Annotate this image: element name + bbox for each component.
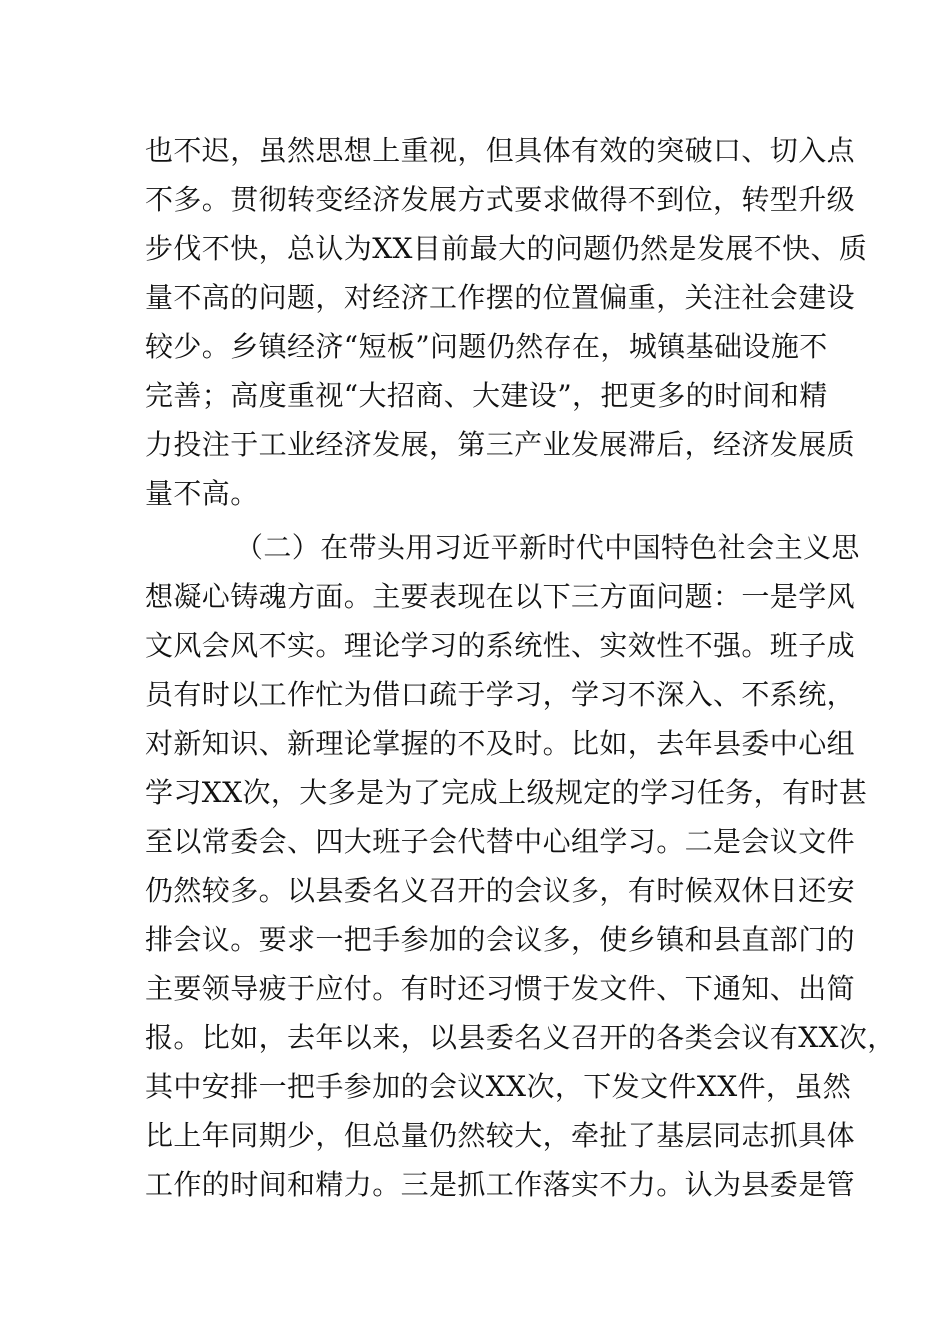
text-line: 主要领导疲于应付。有时还习惯于发文件、下通知、出简 — [145, 972, 856, 1005]
text-line: 学习XX次，大多是为了完成上级规定的学习任务，有时甚 — [145, 776, 868, 809]
text-line: 步伐不快，总认为XX目前最大的问题仍然是发展不快、质 — [145, 232, 868, 265]
text-line: 工作的时间和精力。三是抓工作落实不力。认为县委是管 — [145, 1168, 856, 1201]
text-line: 也不迟，虽然思想上重视，但具体有效的突破口、切入点 — [145, 134, 856, 167]
text-line: 报。比如，去年以来，以县委名义召开的各类会议有XX次， — [145, 1021, 896, 1054]
text-line: 对新知识、新理论掌握的不及时。比如，去年县委中心组 — [145, 727, 856, 760]
text-line: 完善；高度重视“大招商、大建设”，把更多的时间和精 — [145, 379, 828, 412]
text-line: 想凝心铸魂方面。主要表现在以下三方面问题：一是学风 — [145, 580, 856, 613]
text-line: 比上年同期少，但总量仍然较大，牵扯了基层同志抓具体 — [145, 1119, 856, 1152]
text-line: 力投注于工业经济发展，第三产业发展滞后，经济发展质 — [145, 428, 856, 461]
text-line: 排会议。要求一把手参加的会议多，使乡镇和县直部门的 — [145, 923, 856, 956]
text-line: 员有时以工作忙为借口疏于学习，学习不深入、不系统， — [145, 678, 856, 711]
text-line: 较少。乡镇经济“短板”问题仍然存在，城镇基础设施不 — [145, 330, 828, 363]
text-line: 其中安排一把手参加的会议XX次，下发文件XX件，虽然 — [145, 1070, 852, 1103]
text-line: 量不高的问题，对经济工作摆的位置偏重，关注社会建设 — [145, 281, 856, 314]
text-line: 量不高。 — [145, 477, 259, 510]
section-heading-line: （二）在带头用习近平新时代中国特色社会主义思 — [235, 531, 860, 564]
text-line: 仍然较多。以县委名义召开的会议多，有时候双休日还安 — [145, 874, 856, 907]
text-line: 文风会风不实。理论学习的系统性、实效性不强。班子成 — [145, 629, 856, 662]
text-line: 不多。贯彻转变经济发展方式要求做得不到位，转型升级 — [145, 183, 856, 216]
text-line: 至以常委会、四大班子会代替中心组学习。二是会议文件 — [145, 825, 856, 858]
